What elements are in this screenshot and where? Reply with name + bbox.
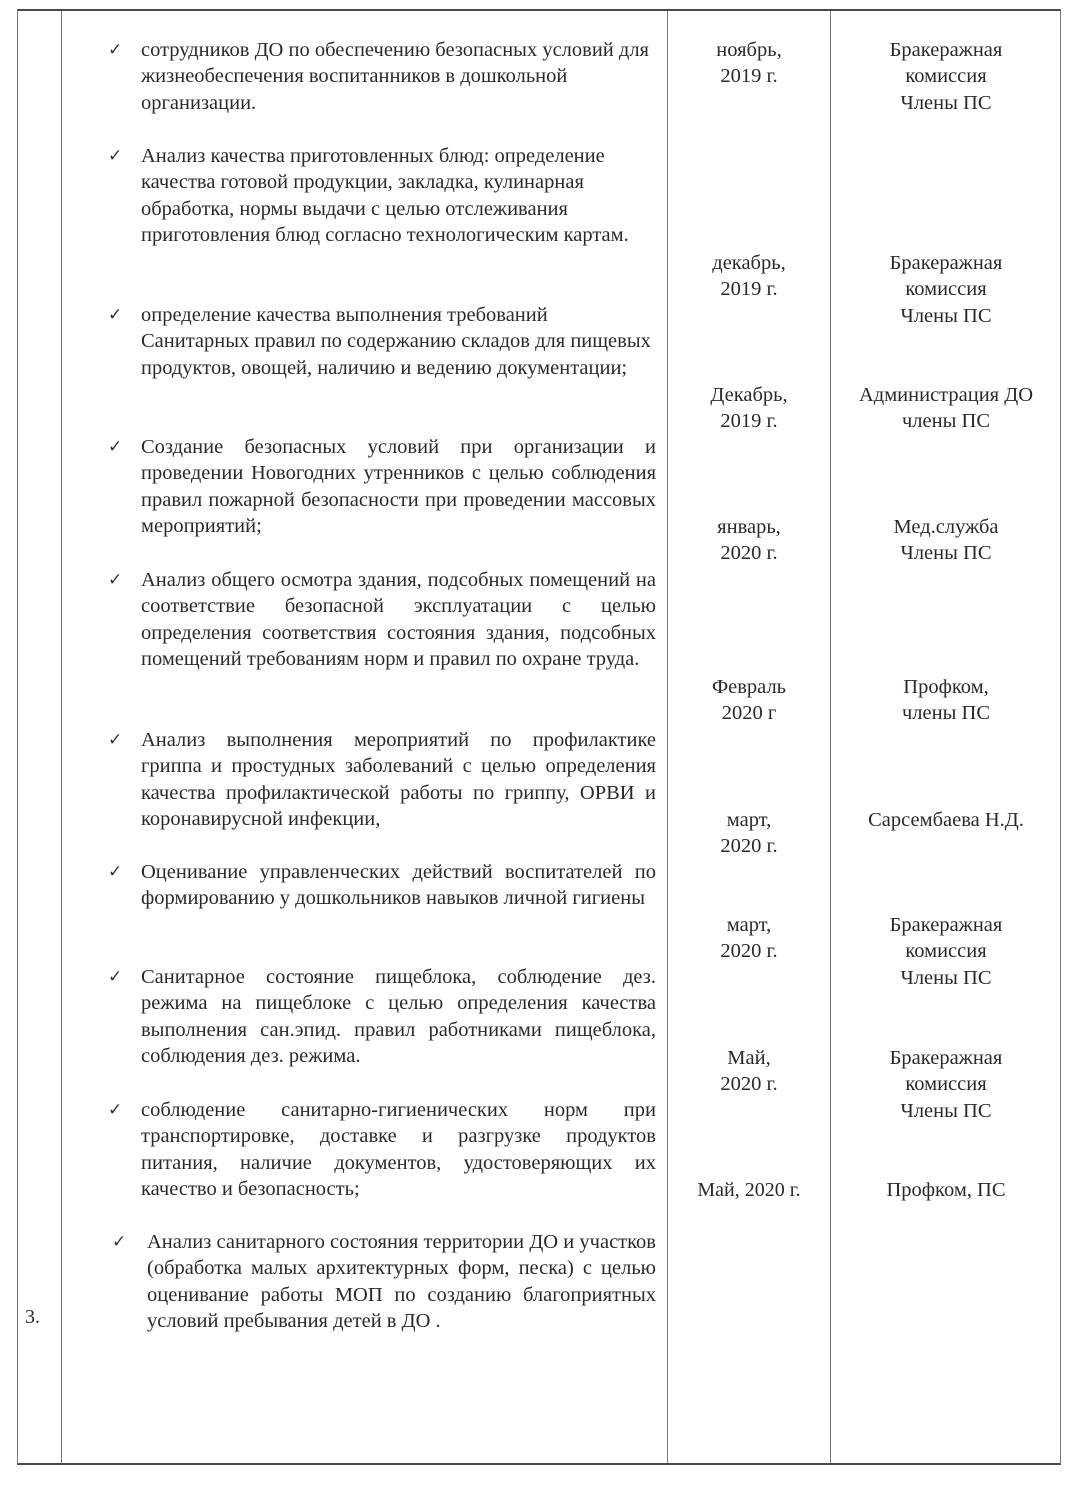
activity-text: Создание безопасных условий при организации и проведении Новогодних утренников с целью соблюдения правил пожарной безопасности при проведении массовых мероприятий;	[141, 436, 656, 537]
date-cell	[668, 807, 830, 860]
responsible-line: комиссия	[905, 65, 987, 88]
activity-item	[108, 37, 656, 116]
activity-item	[108, 567, 656, 672]
activity-item	[108, 434, 656, 539]
checkmark-icon: ✓	[108, 437, 123, 457]
responsible-line: Профком,	[903, 676, 989, 698]
activity-text: Анализ санитарного состояния территории ДО и участков (обработка малых архитектурных форм, песка) с целью оценивание работы МОП по созданию благоприятных условий пребывания детей в ДО .	[147, 1231, 656, 1332]
activity-item	[108, 302, 656, 381]
responsible-line: Члены ПС	[900, 304, 992, 327]
activity-item	[108, 964, 656, 1069]
responsible-cell	[831, 37, 1061, 116]
activity-text: Оценивание управленческих действий воспитателей по формированию у дошкольников навыков личной гигиены	[141, 861, 656, 910]
date-line: 2019 г.	[720, 65, 778, 88]
date-cell	[668, 674, 830, 727]
checkmark-icon: ✓	[108, 305, 123, 325]
checkmark-icon: ✓	[108, 40, 123, 60]
date-line: 2020 г.	[720, 940, 778, 963]
responsible-cell	[831, 807, 1061, 833]
activity-item	[108, 143, 656, 248]
responsible-cell	[831, 674, 1061, 727]
date-cell	[668, 1177, 830, 1203]
responsible-line: Администрация ДО	[858, 384, 1034, 406]
responsible-line: Члены ПС	[900, 1099, 992, 1122]
date-cell	[668, 250, 830, 303]
activity-text: Санитарное состояние пищеблока, соблюдение дез. режима на пищеблоке с целью определения качества выполнения сан.эпид. правил работниками пищеблока, соблюдения дез. режима.	[141, 966, 656, 1067]
date-line: март,	[726, 809, 772, 831]
date-cell	[668, 912, 830, 965]
activity-item	[108, 1097, 656, 1202]
date-line: Май,	[727, 1047, 771, 1069]
date-line: Май, 2020 г.	[697, 1179, 801, 1201]
responsible-line: комиссия	[905, 1073, 987, 1096]
date-cell	[668, 37, 830, 90]
activity-item	[112, 1229, 656, 1334]
checkmark-icon: ✓	[108, 967, 123, 987]
responsible-cell	[831, 1177, 1061, 1203]
date-line: декабрь,	[712, 252, 786, 274]
responsible-cell	[831, 1045, 1061, 1124]
activity-text: сотрудников ДО по обеспечению безопасных условий для жизнеобеспечения воспитанников в дошкольной организации.	[141, 39, 649, 114]
responsible-line: Бракеражная	[889, 1047, 1003, 1069]
checkmark-icon: ✓	[108, 862, 123, 882]
responsible-cell	[831, 382, 1061, 435]
responsible-line: Члены ПС	[900, 91, 992, 114]
column-divider	[61, 11, 62, 1463]
responsible-line: члены ПС	[902, 410, 990, 433]
checkmark-icon: ✓	[108, 730, 123, 750]
row-number: 3.	[25, 1306, 40, 1328]
responsible-line: Бракеражная	[889, 914, 1003, 936]
responsible-cell	[831, 250, 1061, 329]
date-line: 2019 г.	[720, 410, 778, 433]
date-line: Декабрь,	[710, 384, 788, 406]
date-cell	[668, 514, 830, 567]
date-line: 2020 г.	[720, 542, 778, 565]
responsible-line: Профком, ПС	[886, 1179, 1006, 1201]
activity-text: определение качества выполнения требований Санитарных правил по содержанию складов для пищевых продуктов, овощей, наличию и ведению документации;	[141, 304, 651, 379]
responsible-line: комиссия	[905, 278, 987, 301]
activity-text: Анализ общего осмотра здания, подсобных помещений на соответствие безопасной эксплуатации с целью определения соответствия состояния здания, подсобных помещений требованиям норм и правил по охране труда.	[141, 569, 656, 670]
activity-text: Анализ качества приготовленных блюд: определение качества готовой продукции, закладка, кулинарная обработка, нормы выдачи с целью отслеживания приготовления блюд согласно технологическим картам.	[141, 145, 629, 246]
date-cell	[668, 382, 830, 435]
responsible-line: члены ПС	[902, 702, 990, 725]
date-line: январь,	[717, 516, 781, 538]
column-divider	[667, 11, 668, 1463]
activity-text: Анализ выполнения мероприятий по профилактике гриппа и простудных заболеваний с целью определения качества профилактической работы по гриппу, ОРВИ и коронавирусной инфекции,	[141, 729, 656, 830]
responsible-line: Сарсембаева Н.Д.	[868, 809, 1024, 831]
checkmark-icon: ✓	[108, 146, 123, 166]
responsible-line: Бракеражная	[889, 252, 1003, 274]
date-cell	[668, 1045, 830, 1098]
date-line: Февраль	[711, 676, 787, 698]
responsible-line: комиссия	[905, 940, 987, 963]
responsible-line: Мед.служба	[893, 516, 999, 538]
responsible-line: Члены ПС	[900, 542, 992, 565]
date-line: 2019 г.	[720, 278, 778, 301]
checkmark-icon: ✓	[112, 1232, 127, 1252]
responsible-cell	[831, 514, 1061, 567]
responsible-line: Бракеражная	[889, 39, 1003, 61]
date-line: 2020 г.	[720, 1073, 778, 1096]
responsible-line: Члены ПС	[900, 966, 992, 989]
date-line: март,	[726, 914, 772, 936]
activity-text: соблюдение санитарно-гигиенических норм при транспортировке, доставке и разгрузке продуктов питания, наличие документов, удостоверяющих их качество и безопасность;	[141, 1099, 656, 1200]
checkmark-icon: ✓	[108, 570, 123, 590]
checkmark-icon: ✓	[108, 1100, 123, 1120]
activity-item	[108, 727, 656, 832]
date-line: ноябрь,	[716, 39, 782, 61]
responsible-cell	[831, 912, 1061, 991]
column-divider	[830, 11, 831, 1463]
date-line: 2020 г.	[720, 835, 778, 858]
date-line: 2020 г	[721, 702, 777, 725]
activity-item	[108, 859, 656, 912]
